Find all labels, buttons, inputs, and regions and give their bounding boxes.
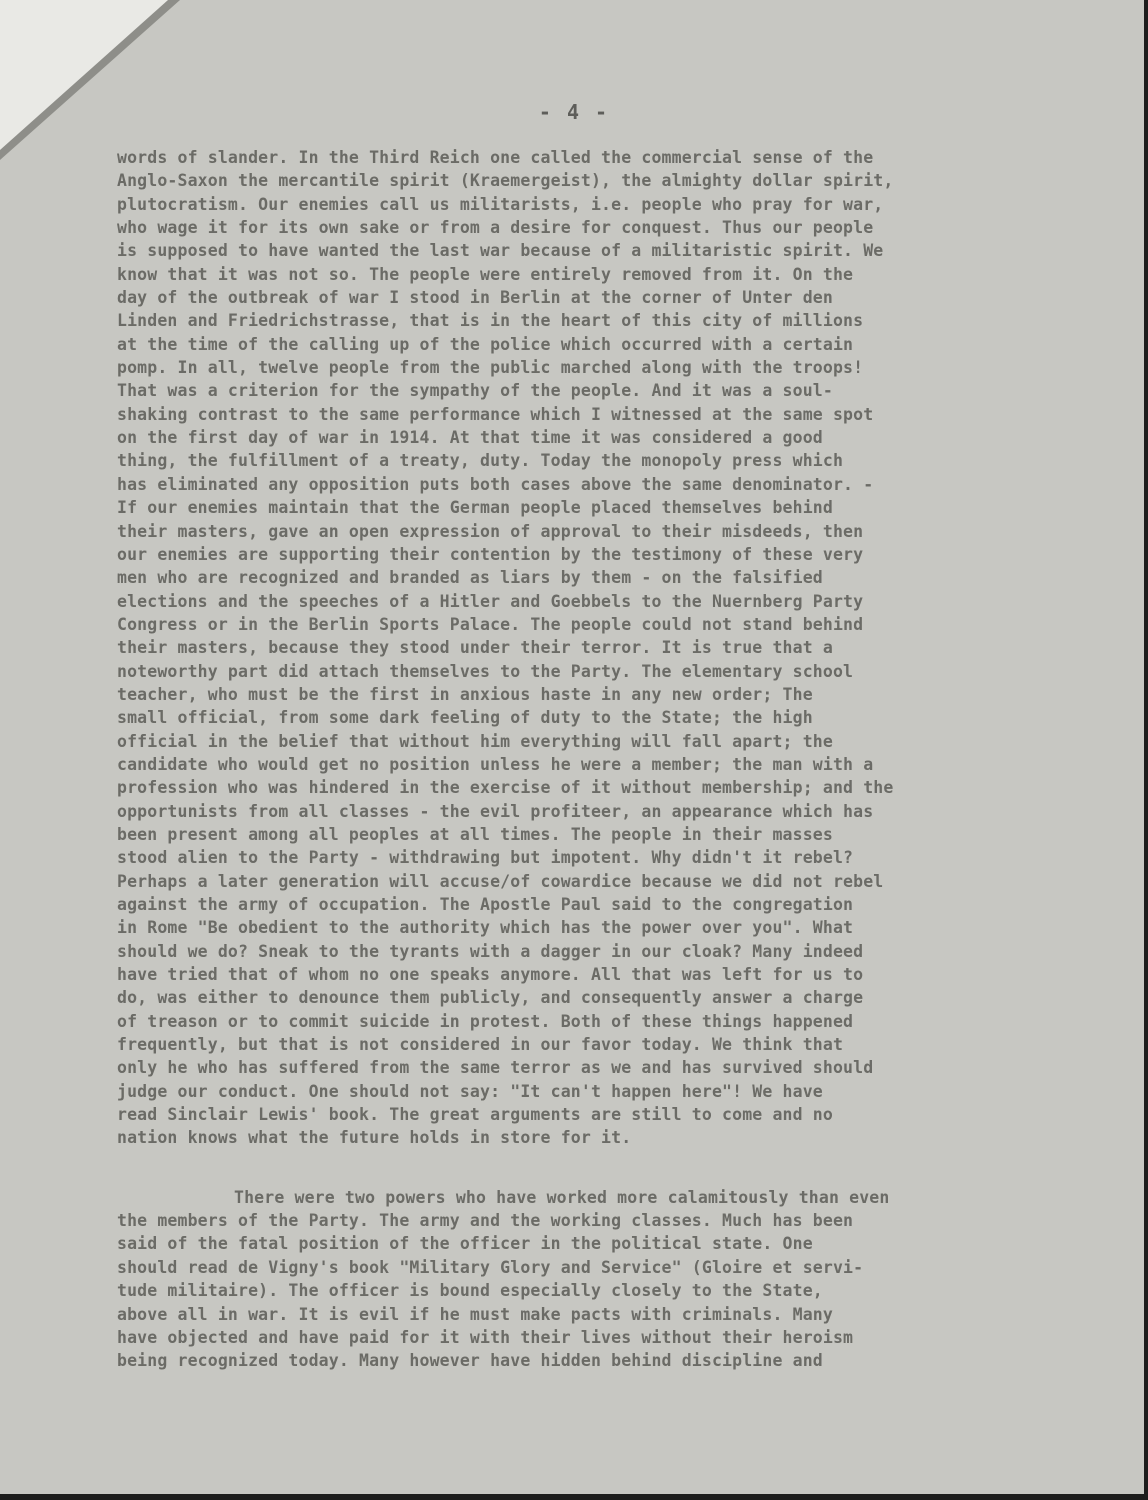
text-line: the members of the Party. The army and the working classes. Much has been <box>117 1211 854 1231</box>
text-line: noteworthy part did attach themselves to the Party. The elementary school <box>117 661 854 681</box>
text-line: men who are recognized and branded as liars by them - on the falsified <box>117 568 823 588</box>
page-number: - 4 - <box>538 100 610 124</box>
text-line: have tried that of whom no one speaks anymore. All that was left for us to <box>117 965 864 985</box>
text-line: has eliminated any opposition puts both cases above the same denominator. - <box>117 474 874 494</box>
text-line: is supposed to have wanted the last war because of a militaristic spirit. We <box>117 241 884 261</box>
text-line: should read de Vigny's book "Military Glory and Service" (Gloire et servi- <box>117 1257 864 1277</box>
text-line: If our enemies maintain that the German people placed themselves behind <box>117 498 833 518</box>
text-line: plutocratism. Our enemies call us militarists, i.e. people who pray for war, <box>117 194 884 214</box>
text-line: Perhaps a later generation will accuse/of cowardice because we did not rebel <box>117 871 884 891</box>
text-line: have objected and have paid for it with their lives without their heroism <box>117 1327 854 1347</box>
paragraph-1 <box>117 146 1037 1150</box>
text-line: tude militaire). The officer is bound especially closely to the State, <box>117 1281 823 1301</box>
text-line: day of the outbreak of war I stood in Berlin at the corner of Unter den <box>117 288 833 308</box>
text-line: thing, the fulfillment of a treaty, duty. Today the monopoly press which <box>117 451 844 471</box>
typewritten-text <box>117 146 1037 1373</box>
text-line: know that it was not so. The people were entirely removed from it. On the <box>117 264 854 284</box>
text-line: in Rome "Be obedient to the authority which has the power over you". What <box>117 918 854 938</box>
text-line: who wage it for its own sake or from a desire for conquest. Thus our people <box>117 218 874 238</box>
text-line: nation knows what the future holds in store for it. <box>117 1128 632 1148</box>
text-line: read Sinclair Lewis' book. The great arguments are still to come and no <box>117 1105 833 1125</box>
text-line: profession who was hindered in the exercise of it without membership; and the <box>117 778 894 798</box>
text-line: said of the fatal position of the officer in the political state. One <box>117 1234 813 1254</box>
text-line: their masters, gave an open expression of approval to their misdeeds, then <box>117 521 864 541</box>
scan-edge-bottom <box>0 1494 1148 1500</box>
text-line: do, was either to denounce them publicly, and consequently answer a charge <box>117 988 864 1008</box>
text-line: against the army of occupation. The Apostle Paul said to the congregation <box>117 895 854 914</box>
text-line: Congress or in the Berlin Sports Palace. The people could not stand behind <box>117 614 864 634</box>
text-line: There were two powers who have worked more calamitously than even <box>234 1187 890 1207</box>
text-line: frequently, but that is not considered in our favor today. We think that <box>117 1035 844 1055</box>
text-line: words of slander. In the Third Reich one called the commercial sense of the <box>117 148 874 167</box>
text-line: our enemies are supporting their contention by the testimony of these very <box>117 544 864 564</box>
text-line: Anglo-Saxon the mercantile spirit (Kraemergeist), the almighty dollar spirit, <box>117 171 894 191</box>
text-line: at the time of the calling up of the police which occurred with a certain <box>117 334 854 354</box>
text-line: pomp. In all, twelve people from the public marched along with the troops! <box>117 358 864 378</box>
text-line: of treason or to commit suicide in protest. Both of these things happened <box>117 1011 854 1031</box>
text-line: been present among all peoples at all times. The people in their masses <box>117 824 833 844</box>
paragraph-2 <box>117 1186 1037 1373</box>
text-line: shaking contrast to the same performance which I witnessed at the same spot <box>117 404 874 424</box>
text-line: opportunists from all classes - the evil profiteer, an appearance which has <box>117 801 874 821</box>
text-line: judge our conduct. One should not say: "It can't happen here"! We have <box>117 1081 823 1101</box>
text-line: official in the belief that without him everything will fall apart; the <box>117 731 833 751</box>
paragraph-gap <box>117 1150 1037 1186</box>
text-line: teacher, who must be the first in anxious haste in any new order; The <box>117 684 813 704</box>
text-line: above all in war. It is evil if he must make pacts with criminals. Many <box>117 1304 833 1324</box>
text-line: should we do? Sneak to the tyrants with a dagger in our cloak? Many indeed <box>117 941 864 961</box>
text-line: on the first day of war in 1914. At that time it was considered a good <box>117 428 823 448</box>
text-line: small official, from some dark feeling of duty to the State; the high <box>117 708 813 728</box>
text-line: elections and the speeches of a Hitler and Goebbels to the Nuernberg Party <box>117 591 864 611</box>
text-line: stood alien to the Party - withdrawing but impotent. Why didn't it rebel? <box>117 848 854 868</box>
folded-corner <box>0 0 168 150</box>
text-line: being recognized today. Many however have hidden behind discipline and <box>117 1351 823 1371</box>
text-line: their masters, because they stood under their terror. It is true that a <box>117 638 833 658</box>
text-line: That was a criterion for the sympathy of the people. And it was a soul- <box>117 381 833 401</box>
scan-edge-right <box>1144 0 1148 1500</box>
text-line: candidate who would get no position unless he were a member; the man with a <box>117 754 874 774</box>
text-line: only he who has suffered from the same terror as we and has survived should <box>117 1058 874 1078</box>
text-line: Linden and Friedrichstrasse, that is in the heart of this city of millions <box>117 311 864 331</box>
